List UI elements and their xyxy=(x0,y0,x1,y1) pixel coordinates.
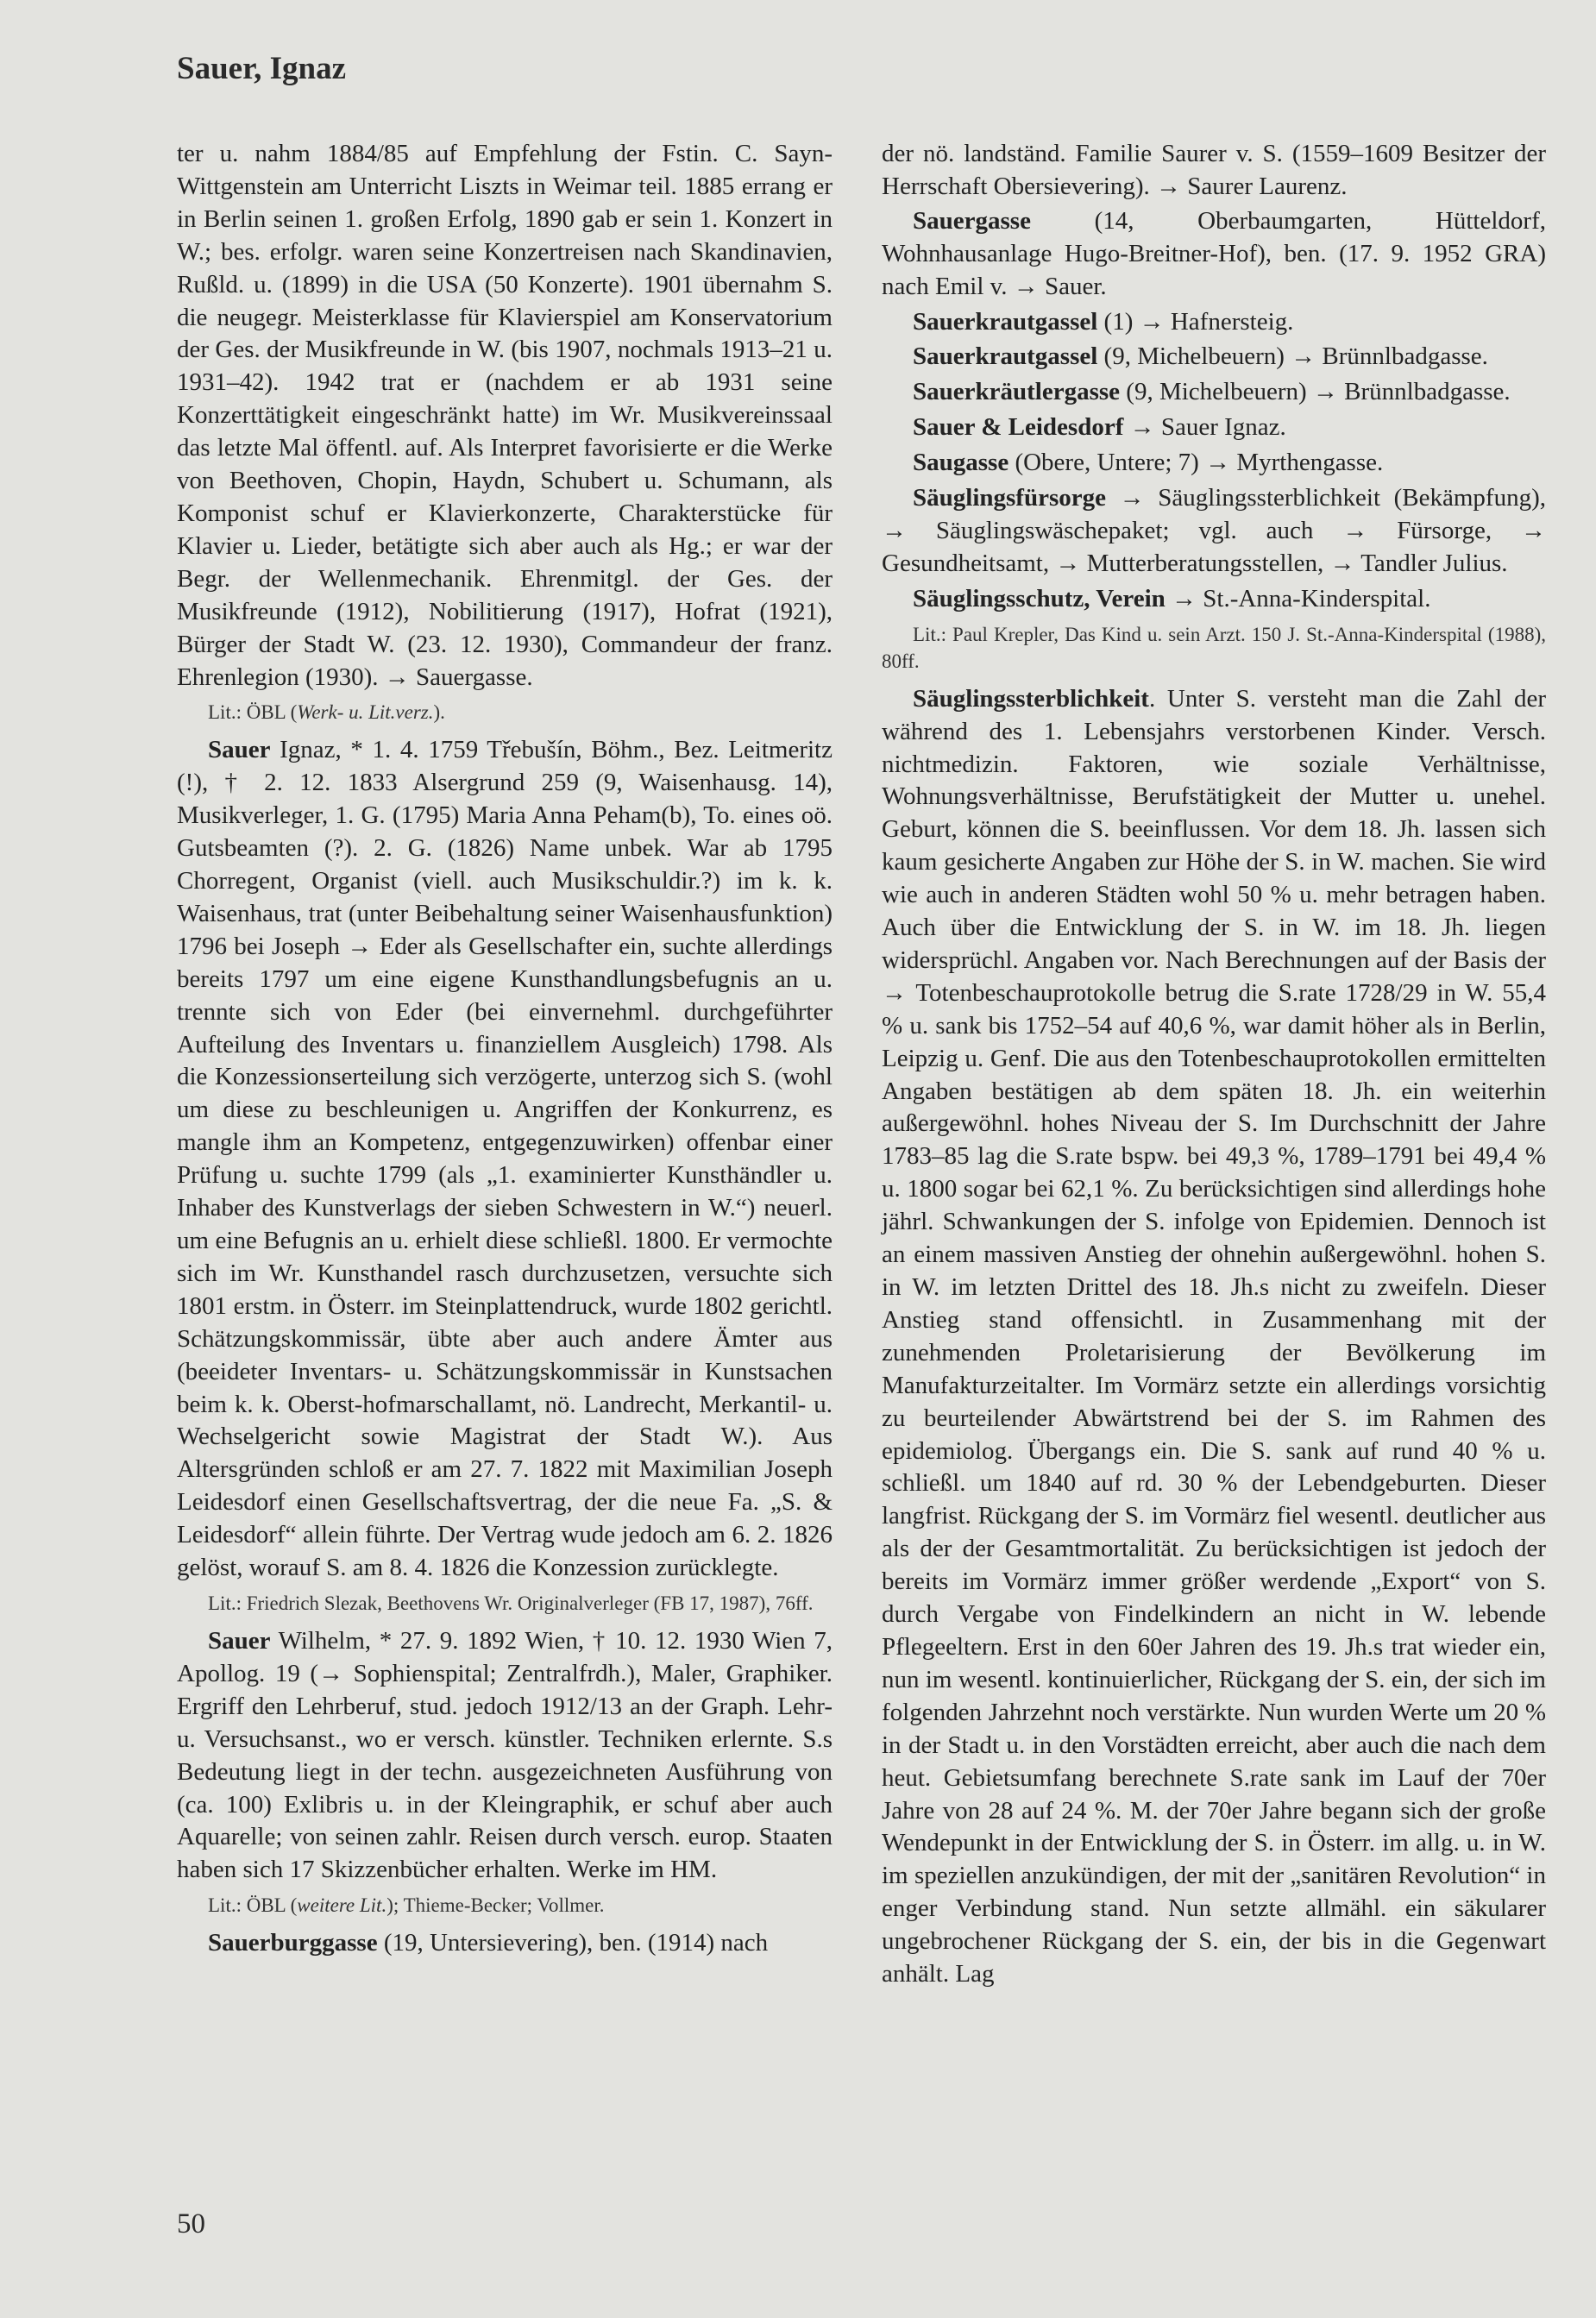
headword: Sauer xyxy=(208,1626,271,1655)
literature-note: Lit.: ÖBL (Werk- u. Lit.verz.). xyxy=(208,701,445,724)
headword: Sauer & Leidesdorf xyxy=(913,413,1124,442)
entry-continuation: der nö. landständ. Familie Saurer v. S. (1559–1609 Besitzer der Herrschaft Obersievering). → Saurer Laurenz. xyxy=(882,140,1546,200)
headword: Saugasse xyxy=(913,449,1009,477)
headword: Sauerkrautgassel xyxy=(913,342,1098,371)
entry-saeuglingsfuersorge: Säuglingsfürsorge → Säuglingssterblichkeit (Bekämpfung), → Säuglingswäschepaket; vgl. auch → Fürsorge, → Gesundheitsamt, → Mutterberatungsstellen, → Tandler Julius. xyxy=(882,484,1546,577)
headword: Sauerkrautgassel xyxy=(913,307,1098,336)
entry-sauergasse: Sauergasse (14, Oberbaumgarten, Hütteldorf, Wohnhausanlage Hugo-Breitner-Hof), ben. (17. 9. 1952 GRA) nach Emil v. → Sauer. xyxy=(882,206,1546,300)
entry-saeuglingssterblichkeit: Säuglingssterblichkeit. Unter S. versteht man die Zahl der während des 1. Lebensjahrs verstorbenen Kinder. Versch. nichtmedizin. Faktoren, wie soziale Verhältnisse, Wohnungsverhältnisse, Berufstätigkeit der Mutter u. unehel. Geburt, können die S. beeinflussen. Vor dem 18. Jh. lassen sich kaum gesicherte Angaben zur Höhe der S. in W. machen. Sie wird wie auch in anderen Städten wohl 50 % u. mehr betragen haben. Auch über die Entwicklung der S. in W. im 18. Jh. liegen widersprüchl. Angaben vor. Nach Berechnungen auf der Basis der → Totenbeschauprotokolle betrug die S.rate 1728/29 in W. 55,4 % u. sank bis 1752–54 auf 40,6 %, war damit höher als in Berlin, Leipzig u. Genf. Die aus den Totenbeschauprotokollen ermittelten Angaben bestätigen ab dem späten 18. Jh. ein weiterhin außergewöhnl. hohes Niveau der S. Im Durchschnitt der Jahre 1783–85 lag die S.rate bspw. bei 49,3 %, 1789–1791 bei 49,4 % u. 1800 sogar bei 62,1 %. Zu berücksichtigen sind allerdings hohe jährl. Schwankungen der S. infolge von Epidemien. Dennoch ist an einem massiven Anstieg der ohnehin außergewöhnl. hohen S. in W. im letzten Drittel des 18. Jh.s nicht zu zweifeln. Dieser Anstieg stand offensichtl. in Zusammenhang mit der zunehmenden Proletarisierung der Bevölkerung im Manufakturzeitalter. Im Vormärz setzte ein allerdings vorsichtig zu beurteilender Abwärtstrend bei der S. im Rahmen des epidemiolog. Übergangs ein. Die S. sank auf rund 40 % u. schließl. um 1840 auf rd. 30 % der Lebendgeburten. Dieser langfrist. Rückgang der S. im Vormärz fiel wesentl. deutlicher aus als der der Gesamtmortalität. Zu berücksichtigen ist jedoch der bereits im Vormärz immer größer werdende „Export“ von S. durch Vergabe von Findelkindern an nicht in W. lebende Pflegeeltern. Erst in den 60er Jahren des 19. Jh.s trat wieder ein, nun im wesentl. kontinuierlicher, Rückgang der S. ein, der sich im folgenden Jahrzehnt noch verstärkte. Nun wurden Werte um 20 % in der Stadt u. in den Vorstädten erreicht, aber auch die nach dem heut. Gebietsumfang berechnete S.rate sank im Lauf der 70er Jahre von 28 auf 24 %. M. der 70er Jahre begann sich der große Wendepunkt in der Entwicklung der S. in Österr. im allg. u. in W. im speziellen anzukündigen, der mit der „sanitären Revolution“ in enger Verbindung stand. Nun setzte allmähl. ein säkularer ungebrochener Rückgang der S. ein, der bis in die Gegenwart anhält. Lag xyxy=(882,684,1546,1988)
literature-note: Lit.: Paul Krepler, Das Kind u. sein Arzt. 150 J. St.-Anna-Kinderspital (1988), 80ff. xyxy=(882,623,1546,672)
entry-saugasse: Saugasse (Obere, Untere; 7) → Myrthengasse. xyxy=(913,449,1384,477)
entry-continuation: ter u. nahm 1884/85 auf Empfehlung der Fstin. C. Sayn-Wittgenstein am Unterricht Liszts in Weimar teil. 1885 errang er in Berlin seinen 1. großen Erfolg, 1890 gab er sein 1. Konzert in W.; bes. erfolgr. waren seine Konzertreisen nach Skandinavien, Rußld. u. (1899) in die USA (50 Konzerte). 1901 übernahm S. die neugegr. Meisterklasse für Klavierspiel am Konservatorium der Ges. der Musikfreunde in W. (bis 1907, nochmals 1913–21 u. 1931–42). 1942 trat er (nachdem er ab 1931 seine Konzerttätigkeit eingeschränkt hatte) im Wr. Musikvereinssaal das letzte Mal öffentl. auf. Als Interpret favorisierte er die Werke von Beethoven, Chopin, Haydn, Schubert u. Schumann, als Komponist schuf er Klavierkonzerte, Charakterstücke für Klavier u. Lieder, betätigte sich aber auch als Hg.; er war der Begr. der Wellenmechanik. Ehrenmitgl. der Ges. der Musikfreunde (1912), Nobilitierung (1917), Hofrat (1921), Bürger der Stadt W. (23. 12. 1930), Commandeur der franz. Ehrenlegion (1930). → Sauergasse. xyxy=(177,140,833,691)
entry-sauer-ignaz: Sauer Ignaz, * 1. 4. 1759 Třebušín, Böhm., Bez. Leitmeritz (!), † 2. 12. 1833 Alsergrund 259 (9, Waisenhausg. 14), Musikverleger, 1. G. (1795) Maria Anna Peham(b), To. eines oö. Gutsbeamten (?). 2. G. (1826) Name unbek. War ab 1795 Chorregent, Organist (viell. auch Musikschuldir.?) im k. k. Waisenhaus, trat (unter Beibehaltung seiner Waisenhausfunktion) 1796 bei Joseph → Eder als Gesellschafter ein, suchte allerdings bereits 1797 um eine eigene Kunsthandlungsbefugnis an u. trennte sich von Eder (bei einvernehml. durchgeführter Aufteilung des Inventars u. finanziellem Ausgleich) 1798. Als die Konzessionserteilung sich verzögerte, unterzog sich S. (wohl um diese zu beschleunigen u. Angriffen der Konkurrenz, es mangle ihm an Kompetenz, entgegenzuwirken) offenbar einer Prüfung u. suchte 1799 (als „1. examinierter Kunsthändler u. Inhaber des Kunstverlags der sieben Schwestern in W.“) neuerl. um eine Befugnis an u. erhielt diese schließl. 1800. Er vermochte sich im Wr. Kunsthandel rasch durchzusetzen, versuchte sich 1801 erstm. in Österr. im Steinplattendruck, wurde 1802 gerichtl. Schätzungskommissär, übte aber auch andere Ämter aus (beeideter Inventars- u. Schätzungskommissär in Kunstsachen beim k. k. Oberst-hofmarschallamt, nö. Landrecht, Merkantil- u. Wechselgericht sowie Magistrat der Stadt W.). Aus Altersgründen schloß er am 27. 7. 1822 mit Maximilian Joseph Leidesdorf einen Gesellschaftsvertrag, der die neue Fa. „S. & Leidesdorf“ allein führte. Der Vertrag wude jedoch am 6. 2. 1826 gelöst, worauf S. am 8. 4. 1826 die Konzession zurücklegte. xyxy=(177,736,833,1582)
entry-sauer-leidesdorf: Sauer & Leidesdorf → Sauer Ignaz. xyxy=(913,413,1286,442)
entry-sauerburggasse: Sauerburggasse (19, Untersievering), ben. (1914) nach xyxy=(208,1929,769,1957)
entry-sauerkrautgassel-9: Sauerkrautgassel (9, Michelbeuern) → Brünnlbadgasse. xyxy=(913,342,1488,371)
headword: Säuglingssterblichkeit xyxy=(913,684,1149,713)
headword: Säuglingsschutz, Verein xyxy=(913,584,1166,612)
right-column xyxy=(882,138,1546,1991)
headword: Sauerburggasse xyxy=(208,1929,378,1957)
headword: Säuglingsfürsorge xyxy=(913,484,1106,512)
literature-note: Lit.: Friedrich Slezak, Beethovens Wr. Originalverleger (FB 17, 1987), 76ff. xyxy=(208,1592,814,1614)
headword: Sauer xyxy=(208,736,271,764)
headword: Sauerkräutlergasse xyxy=(913,378,1121,406)
left-column xyxy=(177,138,833,1960)
running-head: Sauer, Ignaz xyxy=(177,51,347,86)
page-number: 50 xyxy=(177,2208,205,2239)
entry-sauerkraeutlergasse: Sauerkräutlergasse (9, Michelbeuern) → Brünnlbadgasse. xyxy=(913,378,1511,406)
headword: Sauergasse xyxy=(913,206,1031,235)
literature-note: Lit.: ÖBL (weitere Lit.); Thieme-Becker; Vollmer. xyxy=(208,1894,605,1917)
entry-sauerkrautgassel-1: Sauerkrautgassel (1) → Hafnersteig. xyxy=(913,307,1294,336)
entry-sauer-wilhelm: Sauer Wilhelm, * 27. 9. 1892 Wien, † 10. 12. 1930 Wien 7, Apollog. 19 (→ Sophienspital; Zentralfrdh.), Maler, Graphiker. Ergriff den Lehrberuf, stud. jedoch 1912/13 an der Graph. Lehr- u. Versuchsanst., wo er versch. künstler. Techniken erlernte. S.s Bedeutung liegt in der techn. ausgezeichneten Ausführung von (ca. 100) Exlibris u. in der Kleingraphik, er schuf aber auch Aquarelle; von seinen zahlr. Reisen durch versch. europ. Staaten haben sich 17 Skizzenbücher erhalten. Werke im HM. xyxy=(177,1626,833,1884)
entry-saeuglingsschutz: Säuglingsschutz, Verein → St.-Anna-Kinderspital. xyxy=(913,584,1431,612)
